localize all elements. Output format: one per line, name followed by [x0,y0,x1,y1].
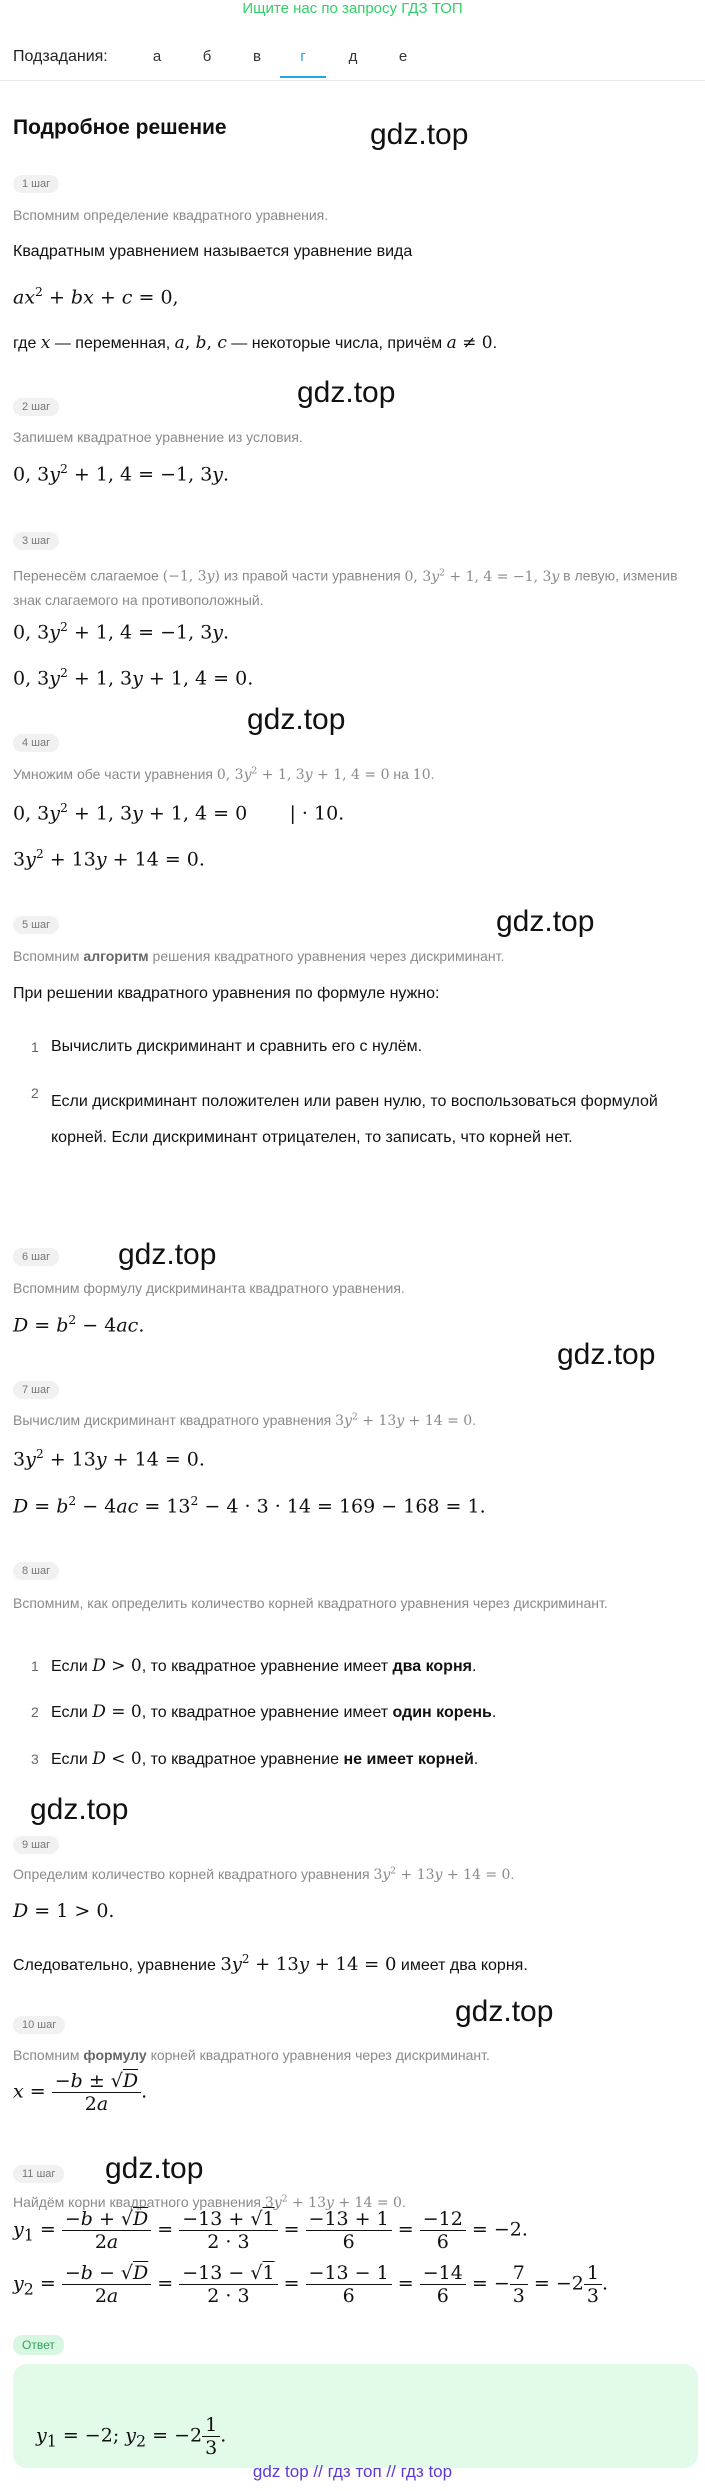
watermark: gdz.top [370,118,469,151]
step-hint: Вспомним, как определить количество корней квадратного уравнения через дискриминант. [13,1595,608,1611]
tab-e[interactable]: е [398,48,408,65]
formula: $y_1$ = $\frac{-b + √D}{2a}$ = $\frac{-13 + √1}{2 \cdot 3}$ = $\frac{-13 + 1}{6}$ = $\frac{-12}{6}$ = −2. [13,2208,528,2253]
step-hint: Перенесём слагаемое (−1, 3y) из правой части уравнения 0, $3y^2 + 1$, 4 = −1, 3y в левую, изменив знак слагаемого на противоположный. [13,567,678,608]
divider [0,80,705,81]
formula: 0, $3y^2 + 1$, 4 = −1, 3y. [13,620,230,644]
watermark: gdz.top [455,1995,554,2028]
step-badge: 11 шаг [13,2165,64,2183]
formula: 0, $3y^2 + 1$, 3y + 1, 4 = 0 | · 10. [13,801,345,825]
step-hint: Вычислим дискриминант квадратного уравнения $3y^2 + 13y + 14 = 0$. [13,1412,477,1429]
formula: 0, $3y^2 + 1$, 4 = −1, 3y. [13,462,230,486]
step-badge: 2 шаг [13,398,59,416]
step-badge: 4 шаг [13,734,59,752]
step-badge: 5 шаг [13,916,59,934]
list-item: Если D < 0, то квадратное уравнение не имеет корней. [51,1749,479,1769]
tab-g-active[interactable]: г [300,48,306,65]
answer-badge: Ответ [13,2335,64,2355]
subtasks-label: Подзадания: [13,48,108,65]
answer-formula: $y_1 = -2$; $y_2 = -2$ $\frac{1}{3}$ . [36,2414,227,2459]
formula: D = 1 > 0. [13,1900,115,1922]
step-badge: 7 шаг [13,1381,59,1399]
formula: x = $\frac{-b \pm √D}{2a}$ . [13,2070,148,2115]
watermark: gdz.top [557,1338,656,1371]
step-hint: Определим количество корней квадратного уравнения $3y^2 + 13y + 14 = 0$. [13,1866,515,1883]
step-badge: 1 шаг [13,175,59,193]
step-hint: Запишем квадратное уравнение из условия. [13,429,303,445]
step-text: Следовательно, уравнение $3y^2 + 13y + 14 = 0$ имеет два корня. [13,1952,528,1975]
step-hint: Вспомним формулу дискриминанта квадратного уравнения. [13,1280,405,1296]
formula: $y_2$ = $\frac{-b - √D}{2a}$ = $\frac{-13 - √1}{2 \cdot 3}$ = $\frac{-13 - 1}{6}$ = $\frac{-14}{6}$ = − $\frac{7}{3}$ = −2 $\frac{1}{3}$ . [13,2262,609,2307]
tab-d[interactable]: д [348,48,358,65]
step-badge: 6 шаг [13,1248,59,1266]
list-item: Если D = 0, то квадратное уравнение имеет один корень. [51,1702,497,1722]
top-search-link[interactable]: Ищите нас по запросу ГДЗ ТОП [242,0,463,17]
step-badge: 3 шаг [13,532,59,550]
tab-b[interactable]: б [202,48,212,65]
step-text: где x — переменная, a, b, c — некоторые числа, причём a ≠ 0. [13,333,498,353]
step-text: При решении квадратного уравнения по формуле нужно: [13,985,440,1002]
watermark: gdz.top [118,1238,217,1271]
formula: $ax^2$ + bx + c = 0, [13,285,179,309]
watermark: gdz.top [496,905,595,938]
tab-a[interactable]: а [152,48,162,65]
step-text: Квадратным уравнением называется уравнение вида [13,243,413,260]
list-number: 2 [31,1704,39,1720]
watermark: gdz.top [247,703,346,736]
list-number: 1 [31,1658,39,1674]
formula: 0, $3y^2 + 1$, 3y + 1, 4 = 0. [13,666,254,690]
formula: $3y^2 + 13y + 14 = 0$. [13,847,205,871]
list-number: 3 [31,1751,39,1767]
watermark: gdz.top [105,2152,204,2185]
step-badge: 10 шаг [13,2016,65,2034]
step-hint: Найдём корни квадратного уравнения $3y^2 + 13y + 14 = 0$. [13,2194,406,2211]
list-number: 1 [31,1039,39,1055]
list-item: Если дискриминант положителен или равен нулю, то воспользоваться формулой корней. Если дискриминант отрицателен, то записать, что корней нет. [51,1093,658,1146]
formula: $3y^2 + 13y + 14 = 0$. [13,1447,205,1471]
list-number: 2 [31,1085,39,1101]
formula: $D = b^2 - 4ac$. [13,1313,145,1337]
list-item: Если D > 0, то квадратное уравнение имеет два корня. [51,1656,477,1676]
formula: $D = b^2 - 4ac = 13^2 - 4 \cdot 3 \cdot 14 = 169 - 168 = 1$. [13,1494,486,1518]
active-tab-indicator [280,76,326,78]
watermark: gdz.top [30,1793,129,1826]
step-hint: Умножим обе части уравнения 0, $3y^2 + 1$, 3y + 1, 4 = 0 на 10. [13,766,435,783]
watermark: gdz.top [297,376,396,409]
step-hint: Вспомним алгоритм решения квадратного уравнения через дискриминант. [13,948,505,964]
tab-v[interactable]: в [253,48,261,65]
list-item: Вычислить дискриминант и сравнить его с нулём. [51,1038,423,1055]
footer-links[interactable]: gdz top // гдз топ // гдз top [252,2462,453,2481]
step-badge: 9 шаг [13,1836,59,1854]
page-title: Подробное решение [13,116,227,139]
step-hint: Вспомним определение квадратного уравнения. [13,207,329,223]
step-hint: Вспомним формулу корней квадратного уравнения через дискриминант. [13,2047,490,2063]
step-badge: 8 шаг [13,1562,59,1580]
